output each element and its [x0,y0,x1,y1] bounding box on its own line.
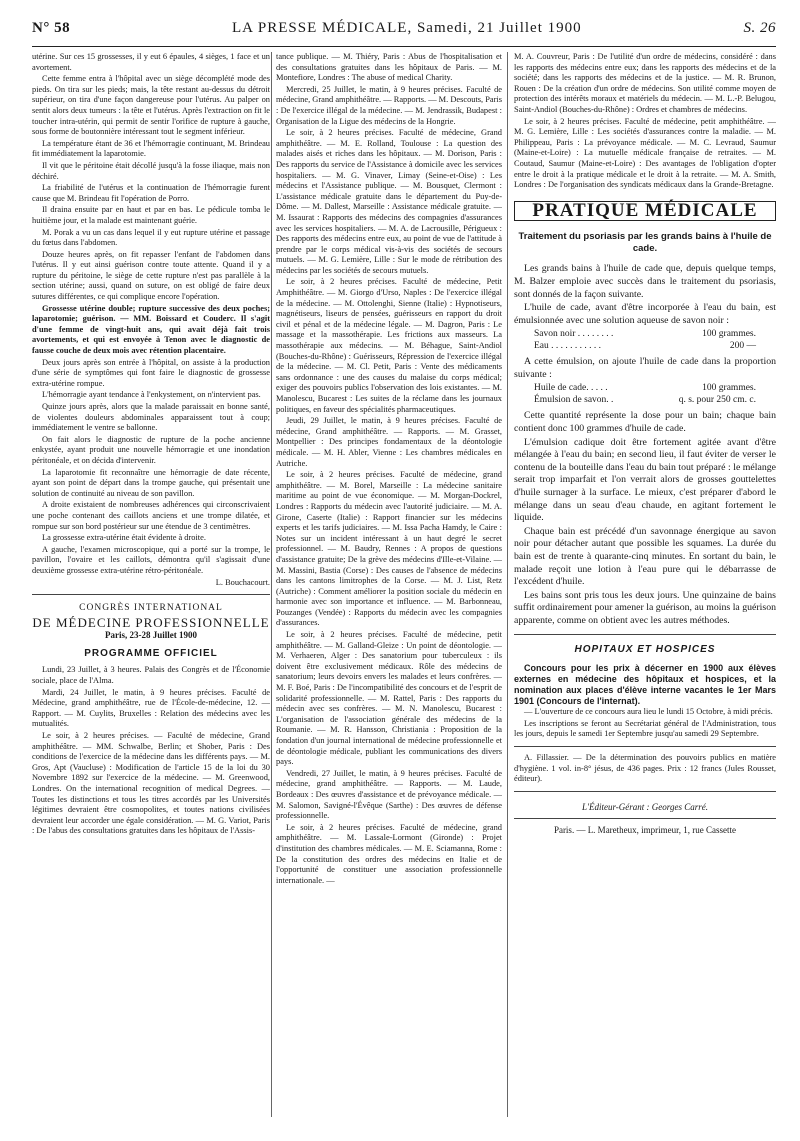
author-signature: L. Bouchacourt. [215,577,270,587]
ingredient-qty: 200 — [729,341,756,352]
masthead: LA PRESSE MÉDICALE, Samedi, 21 Juillet 1900 [231,20,582,36]
recipe-line [514,382,776,394]
section-rule [32,594,270,595]
book-notice: A. Fillassier. — De la détermination des pouvoirs publics en matière d'hygiène. 1 vol. in-8° jésus, de 436 pages. Prix : 12 francs (Jules Rousset, éditeur). [514,752,776,784]
paragraph: Mercredi, 25 Juillet, le matin, à 9 heures précises. Faculté de médecine, Grand amphithéâtre. — Rapports. — M. Descouts, Paris : De l'exercice illégal de la médecine. — M. Jendrassik, Budapest : Organisation de la Ligue des médecins de la Hongrie. [276,84,502,126]
pratique-medicale-heading: PRATIQUE MÉDICALE [514,201,776,222]
recipe-line [514,328,776,340]
section-rule [514,791,776,792]
header-rule [32,46,776,47]
ingredient-qty: 100 grammes. [702,329,756,340]
ingredient-name: Eau . . . . . . . . . . . [534,341,602,352]
paragraph: On fait alors le diagnostic de rupture de la poche ancienne enkystée, ayant produit une nouvelle hémorragie et une inondation péritonéale, et on décida d'intervenir. [32,434,270,465]
paragraph: Le soir, à 2 heures précises. — Faculté de médecine, Grand amphithéâtre. — MM. Schwalbe, Berlin; et Shober, Paris : Des conditions de l'exercice de la médecine dans les différents pays. — M. Gros, Apt (Vaucluse) : Modification de l'article 15 de la loi du 30 Novembre 1892 sur l'exercice de la médecine. — M. Greenwood, Londres. On the international recognition of medical Degrees. — Toutes les distinctions et tous les titres accordés par les Universités légitimes devraient être cosmopolites, et toutes nations civilisées devraient leur accorder une égale considération. — M. G. Variot, Paris : De l'abus des consultations gratuites dans les hôpitaux de l'Assis- [32,731,270,836]
ingredient-name: Émulsion de savon. . [534,395,614,406]
article-title: Traitement du psoriasis par les grands bains à l'huile de cade. [518,231,772,255]
paragraph: Le soir, à 2 heures précises. Faculté de médecine, grand amphithéâtre. — M. Borel, Marseille : La médecine sanitaire maritime au point de vue économique. — M. Morgan-Dockrel, Londres : Rapports du médecin avec l'autorité judiciaire. — M. A. Girone, Caserte (Italie) : Rapport financier sur les médecins experts et les tarifs judiciaires. — M. Issa Pacha Hamdy, le Caire : Notes sur un incident intéressant à un haut degré le secret professionnel. — M. Baudry, Rennes : A propos de questions d'assistance gratuite; De la grève des médecins d'Ille-et-Vilaine. — M. Massini, Bastia (Corse) : Des causes de l'absence de médecins dans les cantons limitrophes de la Corse. — M. J. List, Retz (Autriche) : Comment améliorer la position sociale du médecin en harmonie avec son importance et influence. — M. Barbonneau, Pouzanges (Vendée) : Rapports du médecin avec les compagnies d'assurances. [276,470,502,628]
page-header [32,20,776,42]
paragraph: — L'ouverture de ce concours aura lieu le lundi 15 Octobre, à midi précis. [524,707,773,717]
paragraph: utérine. Sur ces 15 grossesses, il y eut 6 épaules, 4 sièges, 1 face et un avortement. [32,52,270,72]
paragraph: Grossesse utérine double; rupture successive des deux poches; laparotomie; guérison. — MM. Boissard et Couderc. Il s'agit d'une femme de vingt-huit ans, qui avait déjà fait trois avortements, et qui est envoyée à Tenon avec le diagnostic de fausse couche de deux mois avec rétention placentaire. [32,303,270,356]
concours-notice: Concours pour les prix à décerner en 1900 aux élèves externes en médecine des hôpitaux et hospices, et la nomination aux places d'élève interne vacantes le 1er Mars 1901 (Concours de l'internat). [514,663,776,707]
paragraph: Le soir, à 2 heures précises. Faculté de médecine, Grand amphithéâtre. — M. E. Rolland, Toulouse : La question des malades aisés et riches dans les hôpitaux. — M. Dorison, Paris : Des rapports du service de l'Assistance à domicile avec les services hospitaliers. — M. G. Vinaver, Limay (Seine-et-Oise) : Les médecins et l'Assistance publique. — M. Bousquet, Clermont : L'assistance médicale gratuite dans le département du Puy-de-Dôme. — M. Dallest, Marseille : Assistance médicale gratuite. — M. Issaurat : Rapports des médecins des compagnies d'assurances avec les services hospitaliers. — M. A. de Lacrousille, Périgueux : Des rapports des médecins entre eux, au point de vue de l'attitude à prendre par le corps médical vis-à-vis des sociétés de secours mutuels. — M. G. Lemière, Lille : Sur le mode de rétribution des médecins par les sociétés de secours mutuels. [276,128,502,275]
recipe-line [514,394,776,406]
paragraph: A gauche, l'examen microscopique, qui a porté sur la trompe, le pavillon, l'ovaire et les caillots, démontra qu'il s'agissait d'une deuxième grossesse extra-utérine rétro-péritonéale. [32,544,270,575]
paragraph: Quinze jours après, alors que la malade paraissait en bonne santé, de violentes douleurs abdominales apparaissent tout à coup; immédiatement le ventre se ballonne. [32,402,270,433]
ingredient-qty: 100 grammes. [702,383,756,394]
paragraph: Cette quantité représente la dose pour un bain; chaque bain contient donc 100 grammes d'huile de cade. [514,410,776,435]
ingredient-name: Huile de cade. . . . . [534,383,608,394]
paragraph: Il draina ensuite par en haut et par en bas. Le pédicule tomba le huitième jour, et la malade est maintenant guérie. [32,205,270,225]
paragraph: La laparotomie fit reconnaître une hémorragie de date récente, ayant son point de départ dans la trompe gauche, qui présentait une solution de continuité au niveau de son pavillon. [32,467,270,498]
column-divider [271,52,272,1117]
paragraph: Il vit que le péritoine était décollé jusqu'à la fosse iliaque, mais non déchiré. [32,160,270,181]
congress-title-line1: CONGRÈS INTERNATIONAL [79,603,223,614]
issue-number: N° 58 [32,20,71,36]
programme-heading: PROGRAMME OFFICIEL [84,647,218,659]
paragraph: Cette femme entra à l'hôpital avec un siège décomplété mode des pieds. On tira sur les pieds; mais, la tête restant au-dessus du détroit supérieur, on tira d'une façon dangereuse pour l'utérus. Au palper on sentit alors deux tumeurs : la tête et l'utérus. Après l'extraction on fit le toucher intra-utérin, qui permit de sentir l'orifice de rupture à gauche, sous forme de boutonnière intéressant tout le segment inférieur. [32,74,270,137]
paragraph: Deux jours après son entrée à l'hôpital, on assiste à la production d'une série de symptômes qui font faire le diagnostic de grossesse extra-utérine rompue. [32,357,270,388]
hopitaux-heading: HOPITAUX ET HOSPICES [574,643,716,655]
column-1 [32,52,270,1084]
column-3 [514,52,776,1132]
paragraph: Le soir, à 2 heures précises. Faculté de médecine, petit amphithéâtre. — M. Galland-Gleize : Un point de déontologie. — M. Verhaeren, Alger : Des sanatorium pour tuberculeux : ils doivent être exclusivement médicaux. Rôle des médecins de sanatorium; leurs devoirs envers les malades et leurs confrères. — M. F. Boé, Paris : De l'incompatibilité des concours et de l'esprit de solidarité professionnelle. — M. Rattel, Paris : Des rapports du médecin avec ses confrères. — M. N. Manolescu, Bucarest : L'organisation de l'association générale des médecins de la Roumanie. — M. R. Hansson, Christiania : Proposition de la fondation d'un journal international de médecine professionnelle et de déontologie médicale, publiant les communications des divers pays. [276,630,502,767]
column-2 [276,52,502,1132]
column-divider [507,52,508,1117]
paragraph: tance publique. — M. Thiéry, Paris : Abus de l'hospitalisation et des consultations gratuites dans les hôpitaux de Paris. — M. Montefiore, Londres : The abuse of medical Charity. [276,52,502,83]
recipe-line [514,340,776,352]
paragraph: M. Porak a vu un cas dans lequel il y eut rupture utérine et passage du fœtus dans l'abdomen. [32,227,270,248]
paragraph: Douze heures après, on fit repasser l'enfant de l'abdomen dans l'utérus. Il y eut ainsi guérison contre toute attente. Quand il y a rupture du péritoine, le siège de cette rupture n'est pas parallèle à la section utérine; aussi, quand on suture, on est obligé de faire deux sutures différentes, ce qui complique encore l'opération. [32,249,270,302]
paragraph: Chaque bain est précédé d'un savonnage énergique au savon noir pour détacher autant que possible les squames. La durée du bain est de trente à quarante-cinq minutes. En sortant du bain, le malade reçoit une lotion à l'eau pure qui le débarrasse de l'excédent d'huile. [514,525,776,588]
paragraph: La friabilité de l'utérus et la continuation de l'hémorragie furent cause que M. Brindeau fit l'opération de Porro. [32,183,270,203]
congress-title-line2: DE MÉDECINE PROFESSIONNELLE [32,614,270,630]
paragraph: L'huile de cade, avant d'être incorporée à l'eau du bain, est émulsionnée avec une solution aqueuse de savon noir : [514,302,776,326]
paragraph: Mardi, 24 Juillet, le matin, à 9 heures précises. Faculté de Médecine, grand amphithéâtre, rue de l'École-de-médecine, 12. — Rapport. — M. Cuylits, Bruxelles : Relation des médecins avec les mutualités. [32,687,270,729]
printer-line: Paris. — L. Maretheux, imprimeur, 1, rue Cassette [553,825,737,836]
section-rule [514,746,776,747]
paragraph: Le soir, à 2 heures précises. Faculté de médecine, petit amphithéâtre. — M. G. Lemière, Lille : Les sociétés d'assurances contre la maladie. — M. Philippeau, Paris : La prévoyance médicale. — M. C. Levraud, Saumur (Maine-et-Loire) : La mutuelle médicale française de retraites. — M. Coutaud, Saumur (Maine-et-Loire) : Des avantages de l'obligation d'opter entre le droit à la pratique médicale et le droit à la retraite. — M. A. Smith, Londres : De l'organisation des syndicats médicaux dans la Grande-Bretagne. [514,116,776,190]
editor-line: L'Éditeur-Gérant : Georges Carré. [582,801,708,812]
paragraph: Lundi, 23 Juillet, à 3 heures. Palais des Congrès et de l'Économie sociale, place de l'Alma. [32,665,270,686]
paragraph: L'hémorragie ayant tendance à l'enkystement, on n'intervient pas. [42,390,261,400]
page-reference: S. 26 [743,20,776,36]
paragraph: Le soir, à 2 heures précises. Faculté de médecine, grand amphithéâtre. — M. Lassale-Lormont (Gironde) : Projet d'institution des chambres médicales. — M. E. Sciamanna, Rome : De la constitution des ordres des médecins en Italie et de l'opportunité de constituer une association professionnelle internationale. — [276,822,502,885]
paragraph: A droite existaient de nombreuses adhérences qui circonscrivaient une poche contenant des caillots anciens et une trompe dilatée, et rompue sur son bord postérieur sur une étendue de 3 centimètres. [32,500,270,531]
paragraph: M. A. Couvreur, Paris : De l'utilité d'un ordre de médecins, considéré : dans les rapports des médecins entre eux; dans les rapports des médecins et de la société; dans les rapports des médecins et de la justice. — M. R. Brunon, Rouen : De la création d'un ordre de médecins. Son utilité comme moyen de protection des intérêts moraux et matériels du médecin. — M. L.-P. Belugou, Saint-Andiol (Bouches-du-Rhône) : Ordres et chambres de médecins. [514,52,776,114]
paragraph: Les inscriptions se feront au Secrétariat général de l'Administration, tous les jours, depuis le samedi 1er Septembre jusqu'au samedi 29 Septembre. [514,718,776,739]
paragraph: Les bains sont pris tous les deux jours. Une quinzaine de bains suffit ordinairement pour amener la guérison, au moins la guérison apparente, comme on obtient avec les autres méthodes. [514,589,776,626]
paragraph: La grossesse extra-utérine était évidente à droite. [42,533,206,543]
ingredient-qty: q. s. pour 250 cm. c. [678,395,756,406]
paragraph: Jeudi, 29 Juillet, le matin, à 9 heures précises. Faculté de médecine, Grand amphithéâtre. — Rapports. — M. Grasset, Montpellier : Des principes fondamentaux de la déontologie médicale. — M. H. Abler, Vienne : Les chambres médicales en Autriche. [276,416,502,468]
congress-dates: Paris, 23-28 Juillet 1900 [105,630,197,641]
paragraph: La température étant de 36 et l'hémorragie continuant, M. Brindeau fit immédiatement la laparotomie. [32,138,270,159]
section-rule [514,634,776,635]
paragraph: L'émulsion cadique doit être fortement agitée avant d'être mélangée à l'eau du bain; en second lieu, il faut éviter de verser le contenu de la bouteille dans l'eau du bain tout préparé : le mélange serait trop imparfait et l'on verrait alors de grosses gouttelettes d'huile surnager à la surface. Le mieux, c'est préparer d'abord le mélange dans un seau d'eau chaude, en agitant fortement le liquide. [514,436,776,524]
paragraph: Vendredi, 27 Juillet, le matin, à 9 heures précises. Faculté de médecine, grand amphithéâtre. — Rapports. — M. Laude, Bordeaux : Des œuvres d'assistance et de prévoyance médicale. — M. Salomon, Savigné-l'Évêque (Sarthe) : Des œuvres de défense professionnelle. [276,768,502,821]
ingredient-name: Savon noir . . . . . . . . [534,329,614,340]
section-rule [514,818,776,819]
paragraph: A cette émulsion, on ajoute l'huile de cade dans la proportion suivante : [514,356,776,380]
paragraph: Le soir, à 2 heures précises. Faculté de médecine, Petit Amphithéâtre. — M. Giorgo d'Urso, Naples : De l'exercice illégal de la médecine. — M. Ottolenghi, Sienne (Italie) : Hypnotiseurs, magnétiseurs, liseurs de pensées, guérisseurs en rapport du droit civil et pénal et de la médecine légale. — M. Dagron, Paris : Le massage et la massothérapie. Les frictions aux masseurs. La massothérapie aux médecins. — M. Béhague, Saint-Andiol (Bouches-du-Rhône) : Guérisseurs, Répression de l'exercice illégal de la médecine. — M. Cl. Petit, Paris : Vente des médicaments sans ordonnance : une des causes du malaise du corps médical; exiger des pouvoirs publics l'observation des lois existantes. — M. Manolescu, Bucarest : Les suites de la réclame dans les journaux politiques, en faveur des spécialités pharmaceutiques. [276,277,502,414]
paragraph: Les grands bains à l'huile de cade que, depuis quelque temps, M. Balzer emploie avec succès dans le traitement du psoriasis, sont donnés de la façon suivante. [514,263,776,300]
